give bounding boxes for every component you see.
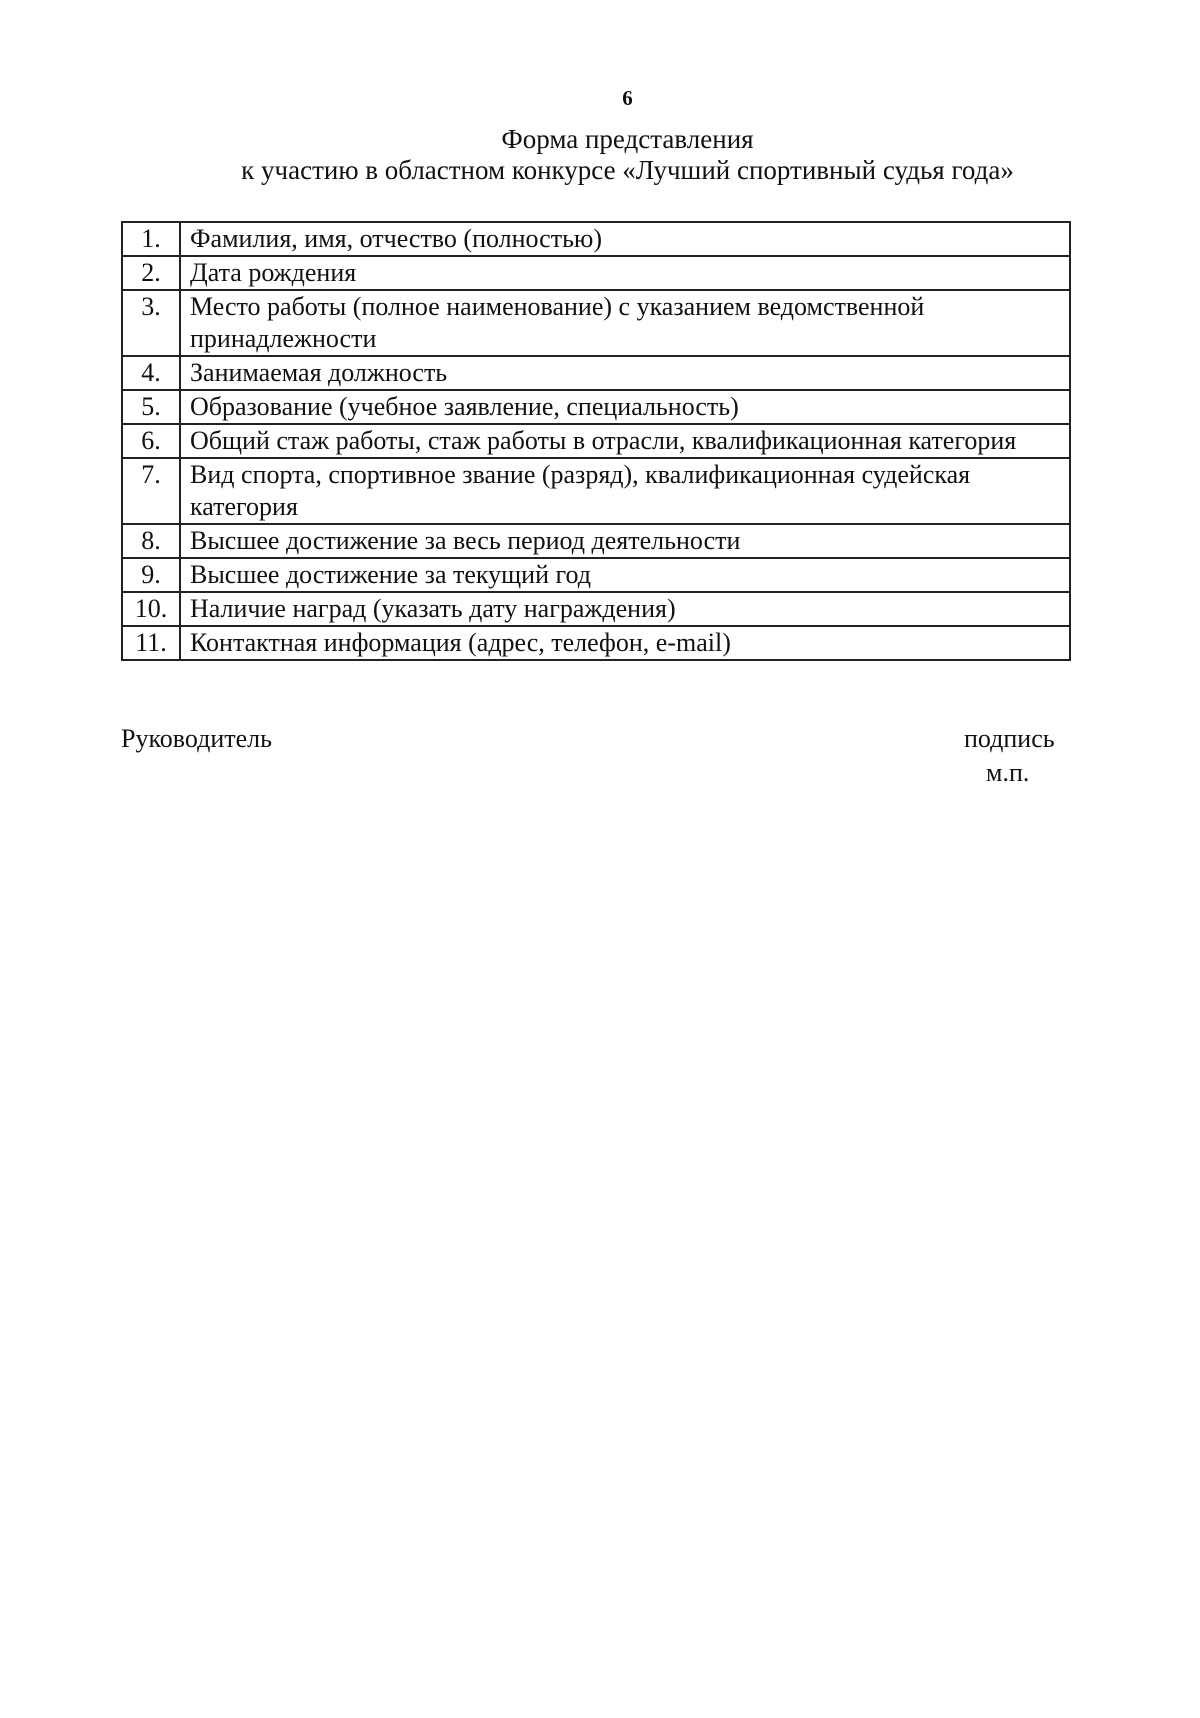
- row-label: Общий стаж работы, стаж работы в отрасли, квалификационная категория: [180, 424, 1070, 458]
- row-number: 8.: [122, 524, 180, 558]
- signature-label: подпись: [964, 724, 1055, 753]
- row-label: Наличие наград (указать дату награждения): [180, 592, 1070, 626]
- page-number: 6: [622, 86, 633, 110]
- table-row: [122, 256, 1070, 290]
- row-number: 9.: [122, 558, 180, 592]
- row-label: Образование (учебное заявление, специальность): [180, 390, 1070, 424]
- row-number: 7.: [122, 458, 180, 524]
- row-number: 5.: [122, 390, 180, 424]
- row-label: Контактная информация (адрес, телефон, e-mail): [180, 626, 1070, 660]
- form-table: [121, 221, 1071, 661]
- row-number: 4.: [122, 356, 180, 390]
- form-title-line-1: Форма представления: [501, 124, 754, 154]
- row-label: Фамилия, имя, отчество (полностью): [180, 222, 1070, 256]
- table-row: [122, 222, 1070, 256]
- row-number: 3.: [122, 290, 180, 356]
- table-row: [122, 558, 1070, 592]
- table-row: [122, 424, 1070, 458]
- row-number: 10.: [122, 592, 180, 626]
- row-label: Место работы (полное наименование) с указанием ведомственной принадлежности: [180, 290, 1070, 356]
- row-label: Вид спорта, спортивное звание (разряд), квалификационная судейская категория: [180, 458, 1070, 524]
- table-row: [122, 290, 1070, 356]
- row-label: Занимаемая должность: [180, 356, 1070, 390]
- row-label: Дата рождения: [180, 256, 1070, 290]
- row-number: 2.: [122, 256, 180, 290]
- signature-role-label: Руководитель: [121, 724, 272, 753]
- row-label: Высшее достижение за текущий год: [180, 558, 1070, 592]
- form-title: [0, 124, 1200, 186]
- stamp-place-label: м.п.: [986, 758, 1030, 787]
- table-row: [122, 626, 1070, 660]
- table-row: [122, 524, 1070, 558]
- row-number: 1.: [122, 222, 180, 256]
- table-row: [122, 458, 1070, 524]
- table-row: [122, 390, 1070, 424]
- table-row: [122, 356, 1070, 390]
- form-title-line-2: к участию в областном конкурсе «Лучший спортивный судья года»: [241, 155, 1014, 185]
- row-number: 11.: [122, 626, 180, 660]
- row-label: Высшее достижение за весь период деятельности: [180, 524, 1070, 558]
- row-number: 6.: [122, 424, 180, 458]
- table-row: [122, 592, 1070, 626]
